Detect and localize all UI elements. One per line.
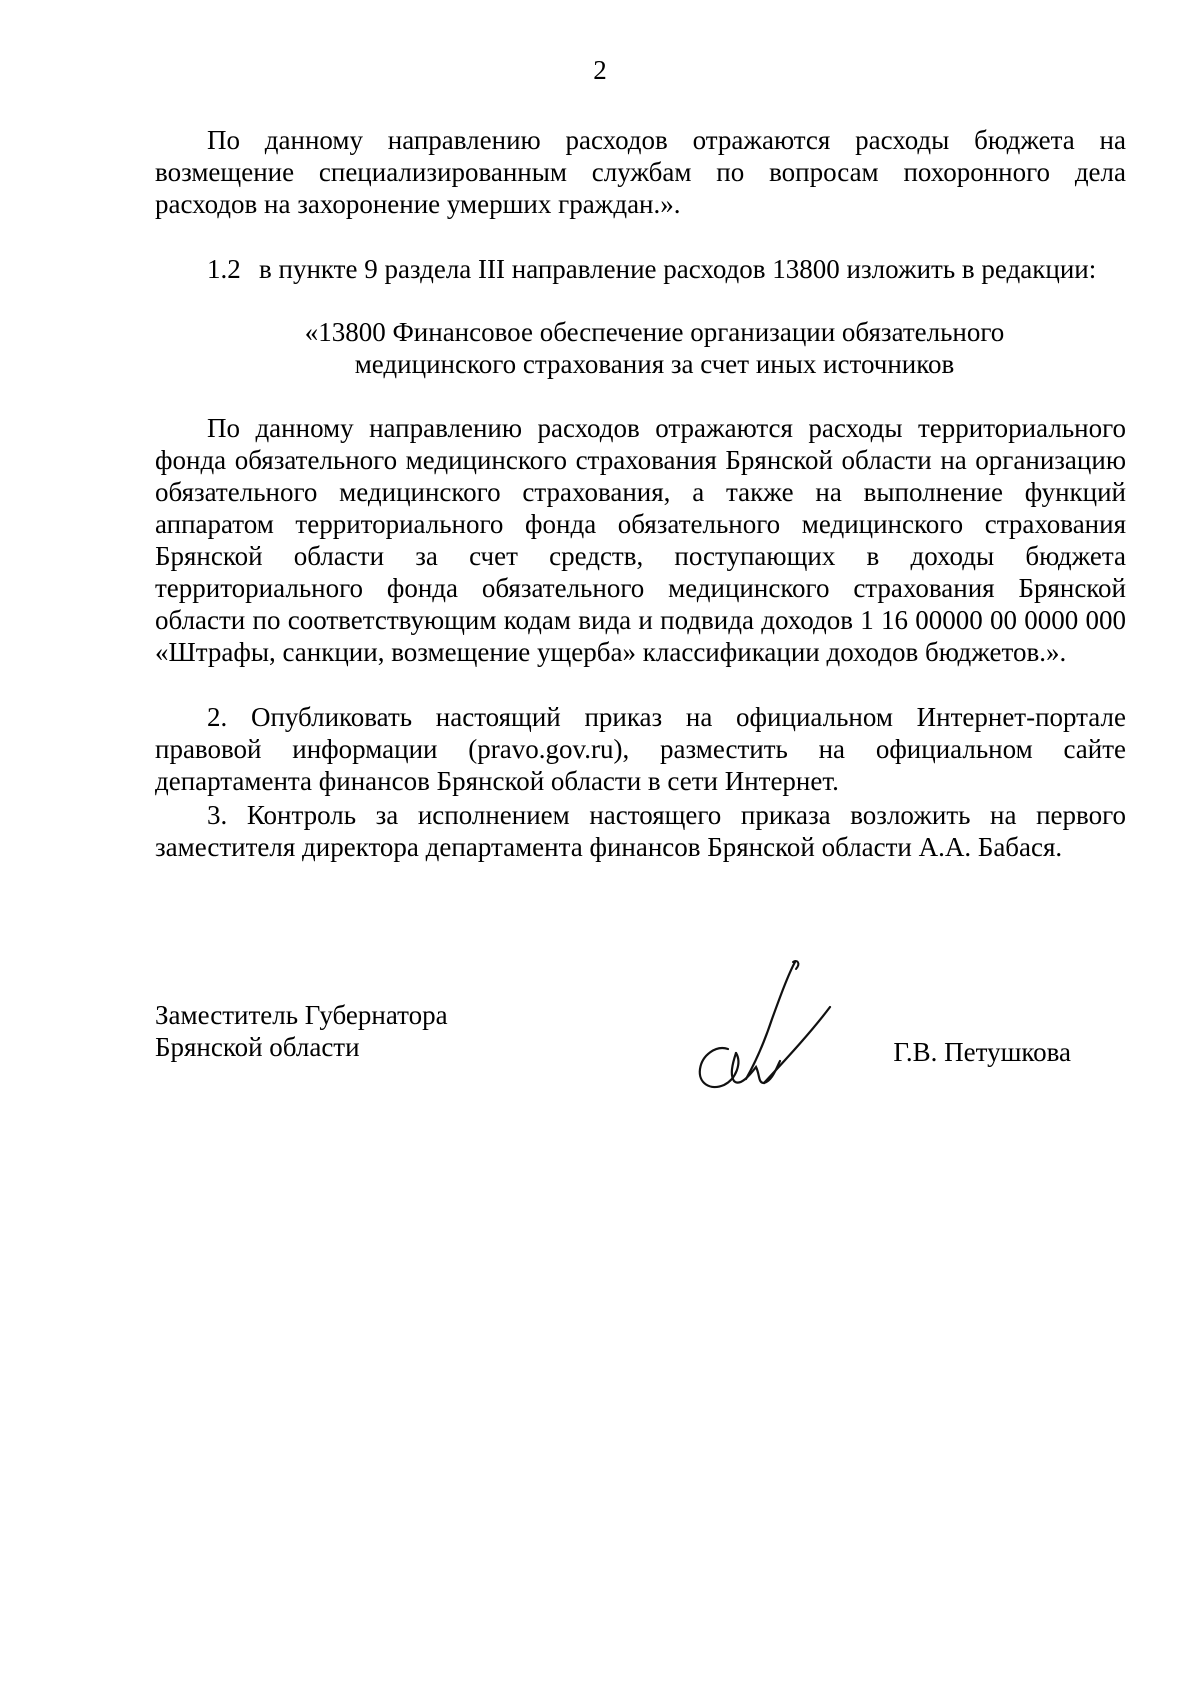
section-title-line-2: медицинского страхования за счет иных источников [354, 349, 955, 379]
paragraph-publish: 2. Опубликовать настоящий приказ на официальном Интернет-портале правовой информации (pravo.gov.ru), разместить на официальном сайте департамента финансов Брянской области в сети Интернет. [155, 702, 1126, 796]
signature-block [155, 999, 1126, 1129]
page-number: 2 [593, 55, 607, 85]
handwritten-signature-icon [680, 957, 855, 1107]
paragraph-control: 3. Контроль за исполнением настоящего приказа возложить на первого заместителя директора департамента финансов Брянской области А.А. Бабася. [155, 800, 1126, 862]
signatory-name: Г.В. Петушкова [893, 1037, 1071, 1067]
document-body [155, 124, 1126, 863]
item-text: в пункте 9 раздела III направление расходов 13800 изложить в редакции: [259, 254, 1097, 284]
signatory-position-line-1: Заместитель Губернатора [155, 1000, 448, 1030]
paragraph-insurance-fund: По данному направлению расходов отражаются расходы территориального фонда обязательного медицинского страхования Брянской области на организацию обязательного медицинского страхования, а также на выполнение функций аппаратом территориального фонда обязательного медицинского страхования Брянской области за счет средств, поступающих в доходы бюджета территориального фонда обязательного медицинского страхования Брянской области по соответствующим кодам вида и подвида доходов 1 16 00000 00 0000 000 «Штрафы, санкции, возмещение ущерба» классификации доходов бюджетов.». [155, 413, 1126, 667]
item-number: 1.2 [207, 254, 241, 284]
signatory-position [155, 999, 515, 1063]
paragraph-funeral-expenses: По данному направлению расходов отражаются расходы бюджета на возмещение специализированным службам по вопросам похоронного дела расходов на захоронение умерших граждан.». [155, 125, 1126, 219]
signatory-position-line-2: Брянской области [155, 1032, 360, 1062]
paragraph-item-1-2 [155, 253, 1126, 285]
section-title-line-1: «13800 Финансовое обеспечение организации обязательного [304, 317, 1005, 347]
section-title [155, 316, 1126, 380]
